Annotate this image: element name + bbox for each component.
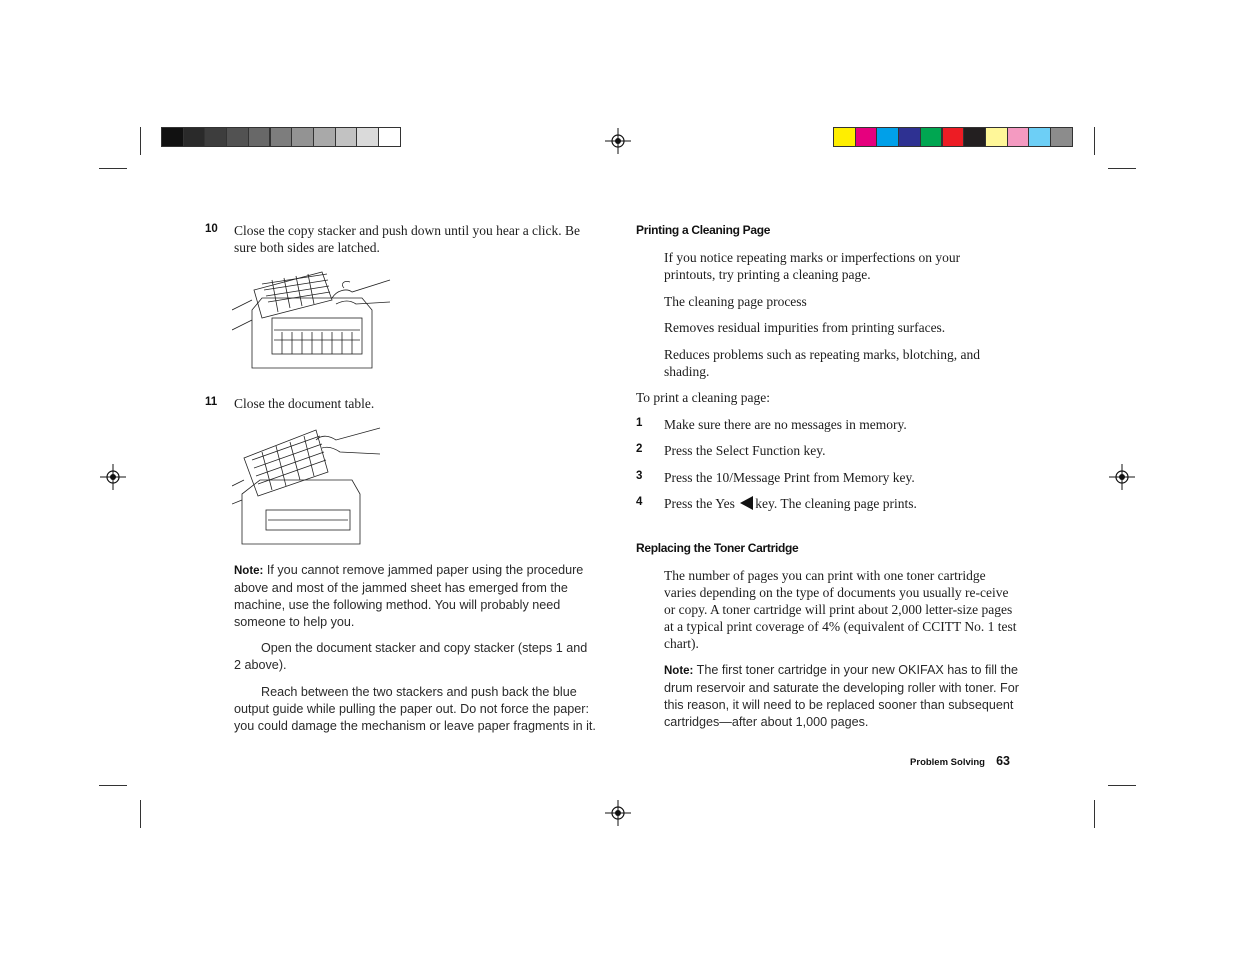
color-swatch [833, 127, 856, 147]
crop-mark [1108, 785, 1136, 786]
toner-paragraph: The number of pages you can print with one toner cartridge varies depending on the type of documents you usually re-ceive or copy. A toner cartridge will print about 2,000 letter-size pages at a typical print coverage of 4% (equivalent of CCITT No. 1 test chart). [664, 568, 1017, 651]
yes-key-arrow-icon [740, 496, 753, 510]
toner-note-text: The first toner cartridge in your new OKIFAX has to fill the drum reservoir and saturate the developing roller with toner. For this reason, it will need to be replaced sooner than subsequent cartridges—after about 1,000 pages. [664, 663, 1019, 729]
color-swatch [335, 127, 358, 147]
left-note [234, 562, 602, 631]
footer-section: Problem Solving [910, 757, 985, 768]
color-swatch [963, 127, 986, 147]
to-print-label: To print a cleaning page: [636, 390, 771, 405]
color-swatch [313, 127, 336, 147]
color-swatch [1028, 127, 1051, 147]
color-swatch [204, 127, 227, 147]
toner-note-label: Note: [664, 665, 694, 677]
cleaning-bullet-2: Reduces problems such as repeating marks, blotching, and shading. [664, 347, 981, 379]
color-swatch [248, 127, 271, 147]
cleaning-intro: If you notice repeating marks or imperfections on your printouts, try printing a cleaning page. [664, 250, 961, 282]
cleaning-step-2-text: Press the Select Function key. [664, 443, 826, 458]
crop-mark [140, 800, 141, 828]
cleaning-step-2-number: 2 [636, 443, 643, 455]
cleaning-bullet-1: Removes residual impurities from printing surfaces. [664, 320, 946, 335]
crop-mark [1108, 168, 1136, 169]
crop-mark [99, 168, 127, 169]
color-swatch [270, 127, 293, 147]
left-paragraph-open-stackers: Open the document stacker and copy stacker (steps 1 and 2 above). [234, 641, 588, 672]
step-4-text-b: key. The cleaning page prints. [755, 496, 917, 511]
cleaning-step-3-number: 3 [636, 470, 643, 482]
cleaning-step-4-number: 4 [636, 496, 643, 508]
crop-mark [99, 785, 127, 786]
step-10-text: Close the copy stacker and push down until you hear a click. Be sure both sides are latched. [234, 223, 581, 255]
color-swatch [942, 127, 965, 147]
note-text: If you cannot remove jammed paper using the procedure above and most of the jammed sheet has emerged from the machine, use the following method. You will probably need someone to help you. [234, 563, 584, 629]
step-11-number: 11 [205, 396, 218, 408]
left-paragraph-reach-between: Reach between the two stackers and push back the blue output guide while pulling the paper out. Do not force the paper: you could damage the mechanism or leave paper fragments in it. [234, 685, 596, 733]
crop-mark [140, 127, 141, 155]
color-swatch [855, 127, 878, 147]
page-footer [900, 750, 1010, 769]
crop-mark [1094, 800, 1095, 828]
color-swatch [226, 127, 249, 147]
document-table-illustration [232, 424, 382, 546]
color-swatch [1050, 127, 1073, 147]
note-label: Note: [234, 565, 264, 577]
color-swatch [378, 127, 401, 147]
color-swatch [1007, 127, 1030, 147]
registration-mark-icon [605, 800, 631, 826]
cleaning-step-3-text: Press the 10/Message Print from Memory key. [664, 470, 915, 485]
color-swatch [183, 127, 206, 147]
copy-stacker-illustration [232, 270, 392, 370]
page-number: 63 [996, 754, 1010, 768]
registration-mark-icon [100, 464, 126, 490]
cleaning-step-1-text: Make sure there are no messages in memory. [664, 417, 907, 432]
heading-cleaning-page: Printing a Cleaning Page [636, 223, 771, 237]
step-10-number: 10 [205, 223, 218, 235]
step-4-text-a: Press the Yes [664, 496, 735, 511]
cleaning-process: The cleaning page process [664, 294, 807, 309]
crop-mark [1094, 127, 1095, 155]
registration-mark-icon [605, 128, 631, 154]
color-swatch [161, 127, 184, 147]
color-swatch [876, 127, 899, 147]
cleaning-step-4-text [664, 495, 917, 512]
color-swatch [291, 127, 314, 147]
registration-mark-icon [1109, 464, 1135, 490]
color-swatch [898, 127, 921, 147]
cleaning-step-1-number: 1 [636, 417, 643, 429]
color-swatch [920, 127, 943, 147]
heading-replacing-toner: Replacing the Toner Cartridge [636, 541, 799, 555]
color-swatch [985, 127, 1008, 147]
color-swatch [356, 127, 379, 147]
toner-note [664, 662, 1026, 731]
step-11-text: Close the document table. [234, 396, 375, 411]
